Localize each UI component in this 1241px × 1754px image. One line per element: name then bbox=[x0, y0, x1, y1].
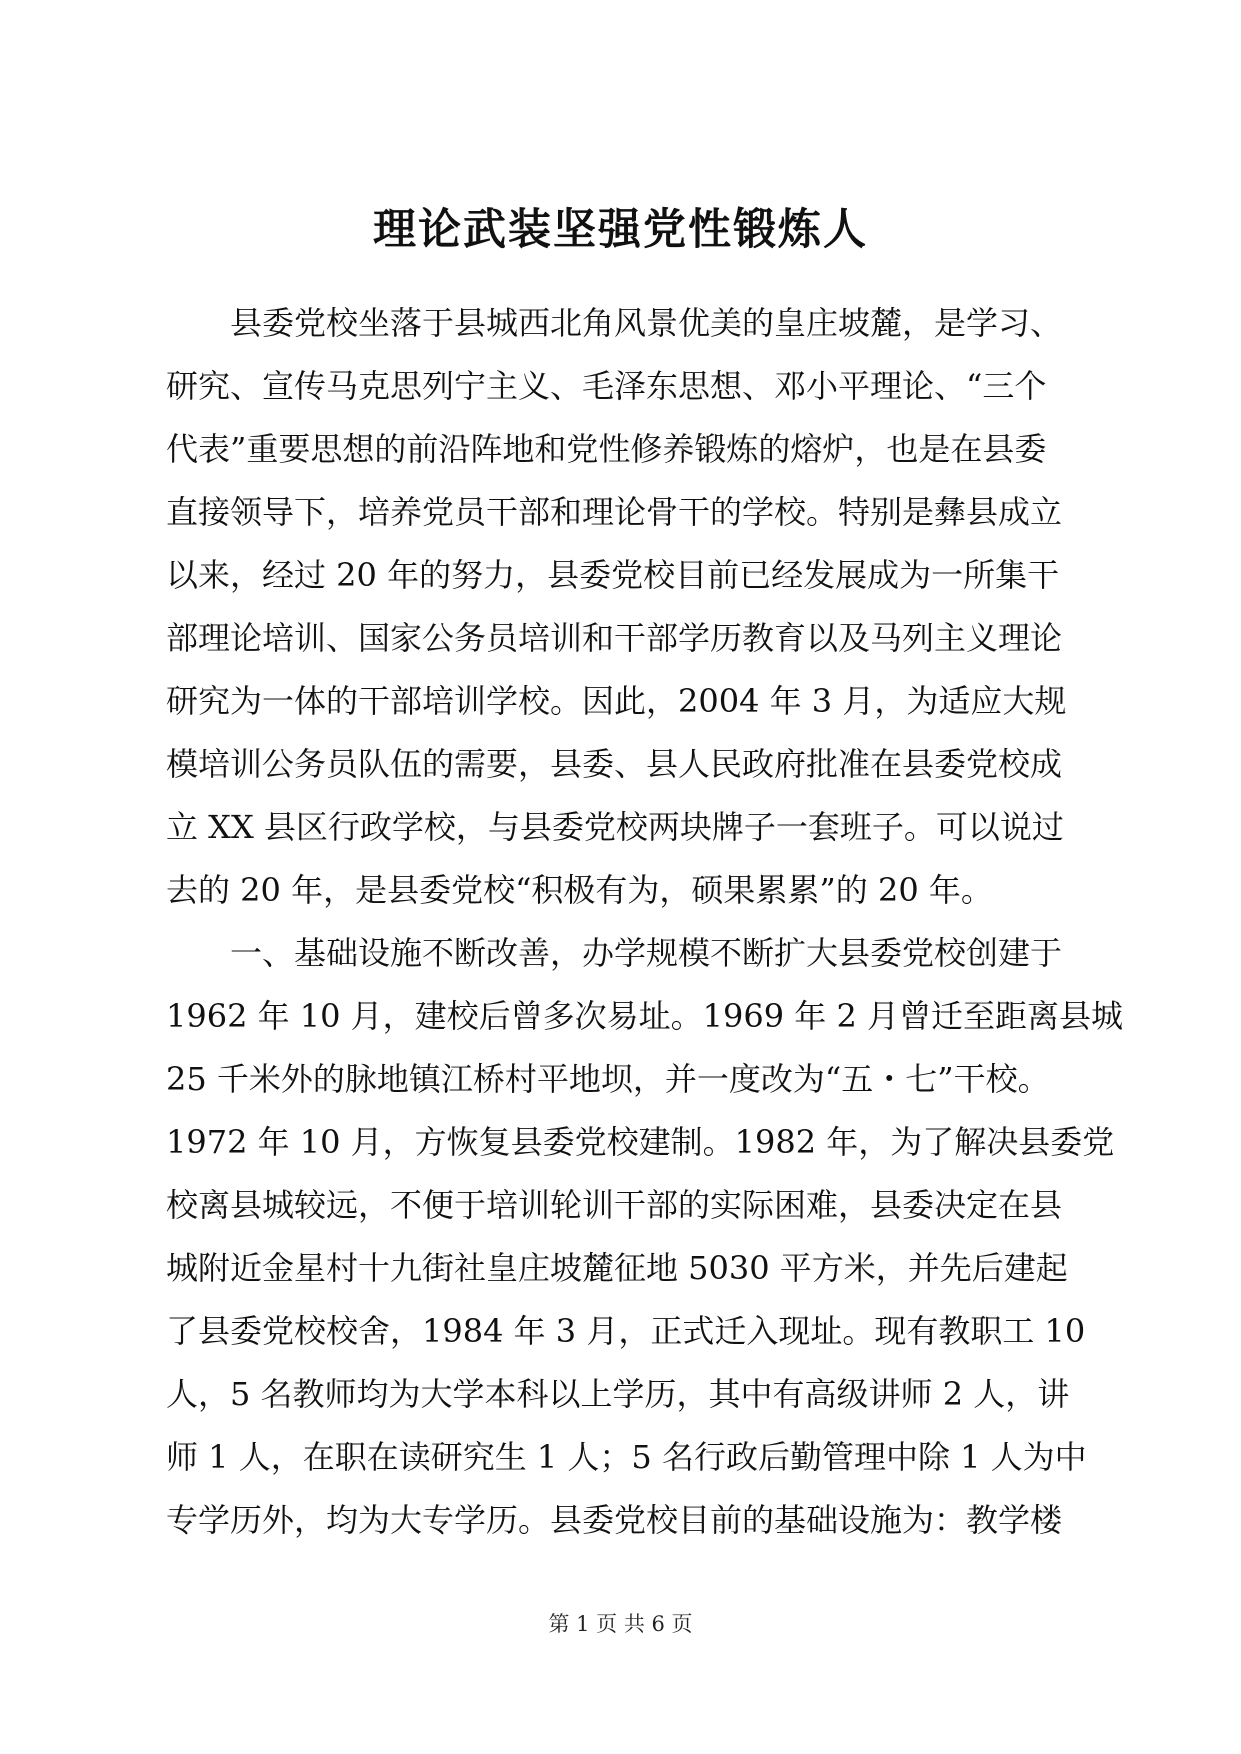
document-title: 理论武装坚强党性锻炼人 bbox=[373, 205, 868, 255]
text-line: 师 1 人，在职在读研究生 1 人；5 名行政后勤管理中除 1 人为中 bbox=[166, 1438, 1087, 1476]
text-line: 一、基础设施不断改善，办学规模不断扩大县委党校创建于 bbox=[166, 934, 1063, 972]
text-line: 模培训公务员队伍的需要，县委、县人民政府批准在县委党校成 bbox=[166, 745, 1063, 783]
text-line: 1962 年 10 月，建校后曾多次易址。1969 年 2 月曾迁至距离县城 bbox=[166, 997, 1123, 1035]
text-line: 校离县城较远，不便于培训轮训干部的实际困难，县委决定在县 bbox=[166, 1186, 1063, 1224]
text-line: 1972 年 10 月，方恢复县委党校建制。1982 年，为了解决县委党 bbox=[166, 1123, 1115, 1161]
text-line: 城附近金星村十九街社皇庄坡麓征地 5030 平方米，并先后建起 bbox=[166, 1249, 1068, 1287]
text-line: 人，5 名教师均为大学本科以上学历，其中有高级讲师 2 人，讲 bbox=[166, 1375, 1070, 1413]
text-line: 研究为一体的干部培训学校。因此，2004 年 3 月，为适应大规 bbox=[166, 682, 1067, 720]
text-line: 了县委党校校舍，1984 年 3 月，正式迁入现址。现有教职工 10 bbox=[166, 1312, 1086, 1350]
page-footer: 第 1 页 共 6 页 bbox=[548, 1612, 693, 1636]
text-line: 研究、宣传马克思列宁主义、毛泽东思想、邓小平理论、“三个 bbox=[166, 367, 1047, 405]
document-body bbox=[166, 292, 1123, 1552]
text-line: 25 千米外的脉地镇江桥村平地坝，并一度改为“五・七”干校。 bbox=[166, 1060, 1050, 1098]
text-line: 部理论培训、国家公务员培训和干部学历教育以及马列主义理论 bbox=[166, 619, 1063, 657]
text-line: 直接领导下，培养党员干部和理论骨干的学校。特别是彝县成立 bbox=[166, 493, 1063, 531]
text-line: 去的 20 年，是县委党校“积极有为，硕果累累”的 20 年。 bbox=[166, 871, 993, 909]
text-line: 代表”重要思想的前沿阵地和党性修养锻炼的熔炉，也是在县委 bbox=[166, 430, 1047, 468]
text-line: 立 XX 县区行政学校，与县委党校两块牌子一套班子。可以说过 bbox=[166, 808, 1064, 846]
text-line: 以来，经过 20 年的努力，县委党校目前已经发展成为一所集干 bbox=[166, 556, 1060, 594]
text-line: 专学历外，均为大专学历。县委党校目前的基础设施为：教学楼 bbox=[166, 1501, 1063, 1539]
text-line: 县委党校坐落于县城西北角风景优美的皇庄坡麓，是学习、 bbox=[166, 304, 1063, 342]
